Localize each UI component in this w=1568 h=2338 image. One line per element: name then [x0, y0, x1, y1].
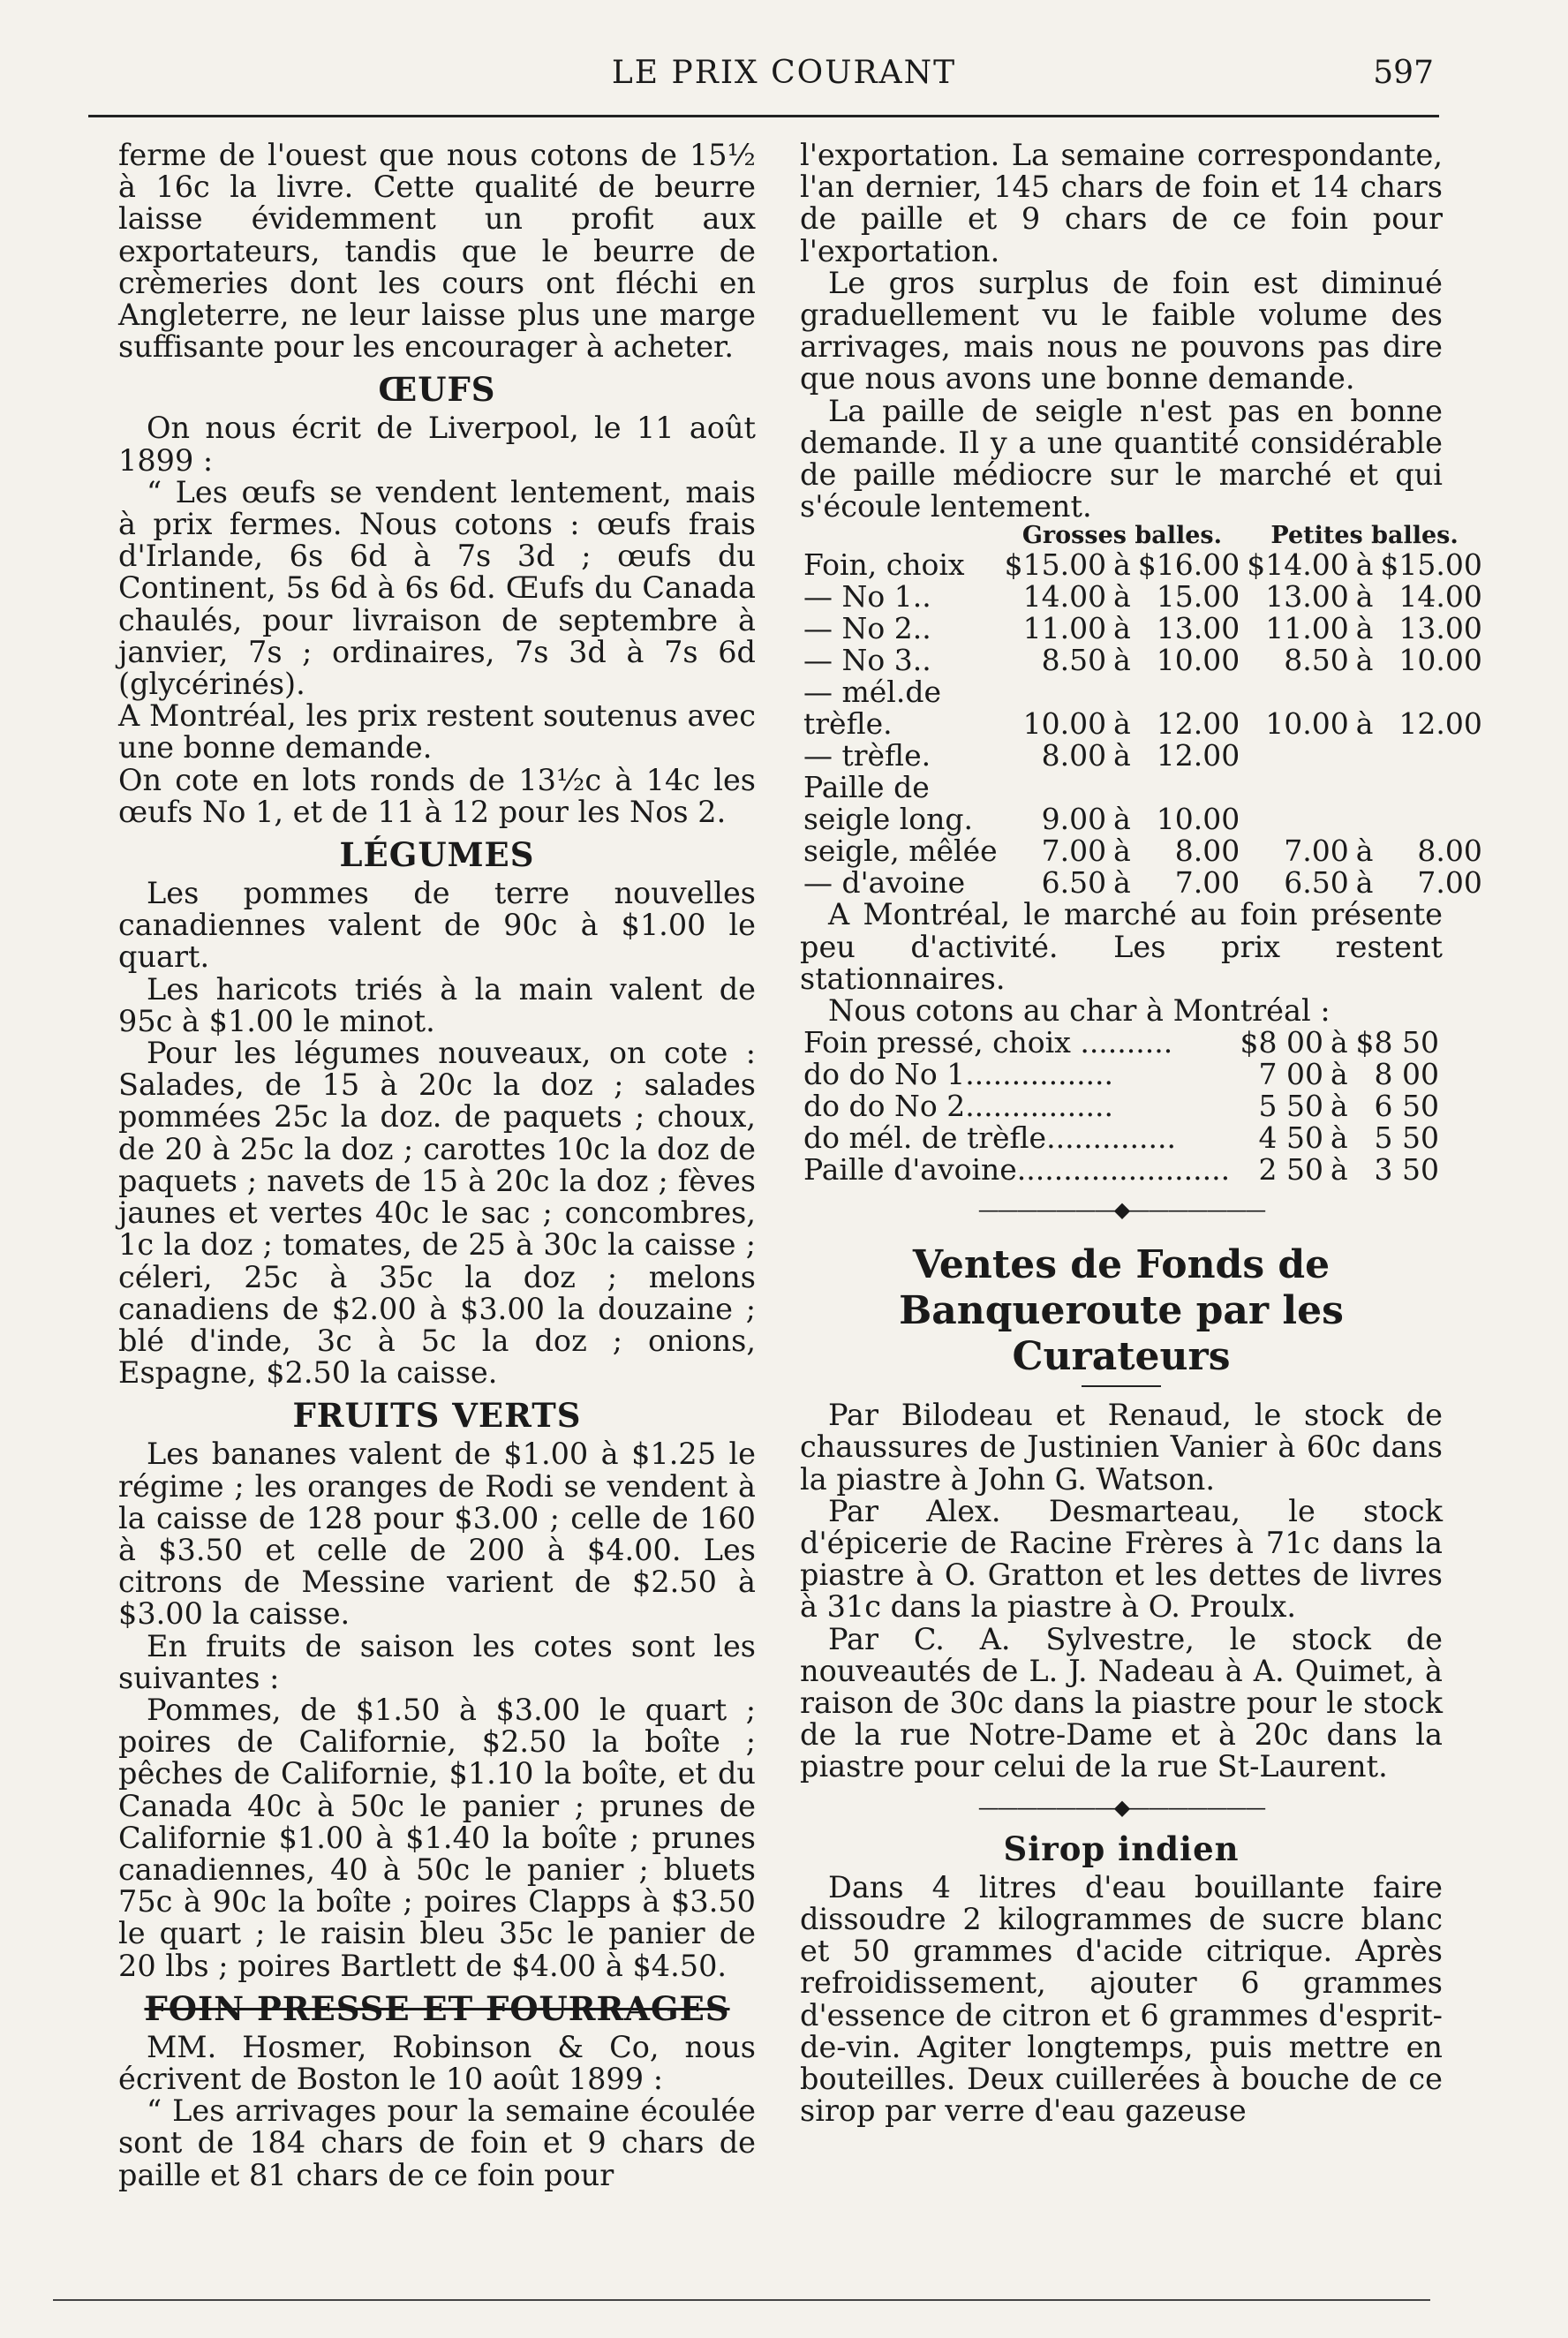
hay-grosses-min: 6.50 — [1041, 865, 1107, 901]
hay-petites-min — [1243, 676, 1352, 708]
sirop-p1: Dans 4 litres d'eau bouillante faire dissoudre 2 kilogrammes de sucre blanc et 50 grammes d'acide citrique. Après refroidissement, ajouter 6 grammes d'essence de citron et 6 grammes d'esprit-de-vin. Agiter longtemps, puis mettre en bouteilles. Deux cuillerées à bouche de ce sirop par verre d'eau gazeuse — [800, 1869, 1443, 2129]
hay-sep: à — [1113, 611, 1131, 646]
hay-label: trèfle. — [803, 706, 893, 742]
char-row — [800, 1154, 1443, 1186]
hay-petites-max — [1376, 803, 1485, 835]
hay-row — [800, 835, 1486, 867]
hay-grosses-min: 9.00 — [1041, 802, 1107, 837]
hay-petites-min: $14.00 — [1247, 547, 1349, 583]
hay-petites-min: 13.00 — [1265, 579, 1349, 615]
hay-petites-max: 14.00 — [1398, 579, 1482, 615]
hay-row — [800, 803, 1486, 835]
hay-label: seigle long. — [803, 802, 974, 837]
col-petites-balles: Petites balles. — [1270, 522, 1459, 550]
ornament-divider-2: ———————◆——————— — [977, 1794, 1265, 1820]
hay-grosses-min — [1001, 772, 1110, 803]
char-row — [800, 1122, 1443, 1154]
hay-sep: à — [1113, 802, 1131, 837]
hay-grosses-min: 10.00 — [1022, 706, 1107, 742]
char-row — [800, 1027, 1443, 1059]
paille-paragraph: La paille de seigle n'est pas en bonne demande. Il y a une quantité considérable de paille médiocre sur le marché et qui s'écoule lentement. — [800, 393, 1443, 524]
hay-grosses-min: $15.00 — [1004, 547, 1107, 583]
char-label: Foin pressé, choix .......... — [803, 1025, 1173, 1060]
char-label: Paille d'avoine....................... — [803, 1152, 1231, 1188]
publication-title: LE PRIX COURANT — [611, 55, 957, 91]
hay-petites-min: 11.00 — [1265, 611, 1349, 646]
fruits-p1: Les bananes valent de $1.00 à $1.25 le régime ; les oranges de Rodi se vendent à la caisse de 128 pour $3.00 ; celle de 160 à $3.50 et celle de 200 à $4.00. Les citrons de Messine varient de $2.50 à $3.00 la caisse. — [118, 1437, 756, 1632]
hay-row — [800, 772, 1486, 803]
hay-sep: à — [1355, 643, 1374, 678]
hay-label: seigle, mêlée — [803, 833, 998, 869]
bottom-rule — [53, 2299, 1430, 2301]
legumes-heading: LÉGUMES — [339, 835, 535, 875]
hay-grosses-max — [1135, 772, 1243, 803]
hay-grosses-max: $16.00 — [1137, 547, 1240, 583]
hay-sep: à — [1355, 833, 1374, 869]
hay-grosses-max: 10.00 — [1156, 802, 1240, 837]
hay-petites-min: 10.00 — [1265, 706, 1349, 742]
header-rule — [88, 115, 1439, 117]
oeufs-p4: On cote en lots ronds de 13½c à 14c les œufs No 1, et de 11 à 12 pour les Nos 2. — [118, 762, 756, 829]
hay-sep: à — [1113, 738, 1131, 773]
legumes-p3: Pour les légumes nouveaux, on cote : Salades, de 15 à 20c la doz ; salades pommées 25c la doz. de paquets ; choux, de 20 à 25c la doz ; carottes 10c la doz de paquets ; navets de 15 à 20c la doz ; fèves jaunes et vertes 40c le sac ; concombres, 1c la doz ; tomates, de 25 à 30c la caisse ; céleri, 25c à 35c la doz ; melons canadiens de $2.00 à $3.00 la douzaine ; blé d'inde, 3c à 5c la doz ; onions, Espagne, $2.50 la caisse. — [118, 1036, 756, 1391]
left-column — [118, 140, 756, 2191]
char-label: do do No 1................ — [803, 1057, 1114, 1092]
foin-p1: MM. Hosmer, Robinson & Co, nous écrivent de Boston le 10 août 1899 : — [118, 2029, 756, 2096]
hay-sep — [1353, 803, 1377, 835]
foin-p2: “ Les arrivages pour la semaine écoulée sont de 184 chars de foin et 9 chars de paille et 81 chars de ce foin pour — [118, 2093, 756, 2192]
hay-row — [800, 645, 1486, 676]
hay-row — [800, 867, 1486, 899]
hay-sep — [1110, 676, 1135, 708]
hay-petites-max: 13.00 — [1398, 611, 1482, 646]
hay-sep — [1110, 772, 1135, 803]
hay-grosses-max: 10.00 — [1156, 643, 1240, 678]
char-max: $8 50 — [1355, 1025, 1439, 1060]
char-min: 5 50 — [1258, 1089, 1324, 1124]
hay-grosses-min: 14.00 — [1022, 579, 1107, 615]
char-min: 7 00 — [1258, 1057, 1324, 1092]
nous-cotons-paragraph: Nous cotons au char à Montréal : — [828, 993, 1331, 1029]
fruits-p2: En fruits de saison les cotes sont les suivantes : — [118, 1628, 756, 1695]
hay-label: — mél.de — [803, 675, 942, 710]
hay-grosses-max: 12.00 — [1156, 706, 1240, 742]
hay-petites-max — [1376, 740, 1485, 772]
hay-grosses-max: 12.00 — [1156, 738, 1240, 773]
hay-grosses-max: 13.00 — [1156, 611, 1240, 646]
ventes-heading: Ventes de Fonds de Banqueroute par les Curateurs — [899, 1242, 1344, 1380]
char-row — [800, 1090, 1443, 1122]
hay-sep: à — [1113, 706, 1131, 742]
hay-petites-max: 10.00 — [1398, 643, 1482, 678]
oeufs-p3: A Montréal, les prix restent soutenus avec une bonne demande. — [118, 698, 756, 766]
hay-petites-max: 7.00 — [1417, 865, 1482, 901]
char-sep: à — [1331, 1089, 1348, 1124]
hay-sep: à — [1113, 547, 1131, 583]
hay-grosses-min: 7.00 — [1041, 833, 1107, 869]
right-column — [800, 138, 1482, 2129]
oeufs-heading: ŒUFS — [378, 370, 496, 410]
char-price-table — [800, 1027, 1443, 1186]
hay-petites-min — [1243, 740, 1352, 772]
intro-paragraph: ferme de l'ouest que nous cotons de 15½ à 16c la livre. Cette qualité de beurre laisse évidemment un profit aux exportateurs, tandis que le beurre de crèmeries dont les cours ont fléchi en Angleterre, ne leur laisse plus une marge suffisante pour les encourager à acheter. — [118, 138, 756, 365]
char-min: $8 00 — [1240, 1025, 1324, 1060]
hay-row — [800, 613, 1486, 645]
col-grosses-balles: Grosses balles. — [1021, 522, 1223, 550]
hay-petites-min: 6.50 — [1284, 865, 1349, 901]
hay-grosses-min: 11.00 — [1022, 611, 1107, 646]
hay-sep: à — [1355, 611, 1374, 646]
hay-petites-max — [1376, 772, 1485, 803]
ventes-p2: Par Alex. Desmarteau, le stock d'épicerie de Racine Frères à 71c dans la piastre à O. Gratton et les dettes de livres à 31c dans la piastre à O. Proulx. — [800, 1493, 1443, 1625]
hay-grosses-min: 8.50 — [1041, 643, 1107, 678]
surplus-paragraph: Le gros surplus de foin est diminué graduellement vu le faible volume des arrivages, mais nous ne pouvons pas dire que nous avons une bonne demande. — [800, 265, 1443, 396]
hay-grosses-max: 8.00 — [1174, 833, 1240, 869]
char-sep: à — [1331, 1120, 1348, 1156]
hay-row — [800, 581, 1486, 613]
char-label: do do No 2................ — [803, 1089, 1114, 1124]
hay-label: Foin, choix — [803, 547, 965, 583]
hay-petites-max: $15.00 — [1380, 547, 1482, 583]
char-max: 6 50 — [1374, 1089, 1439, 1124]
hay-sep: à — [1113, 833, 1131, 869]
char-max: 5 50 — [1374, 1120, 1439, 1156]
page-number: 597 — [1373, 55, 1434, 91]
hay-petites-max: 12.00 — [1398, 706, 1482, 742]
hay-sep: à — [1113, 643, 1131, 678]
hay-label: — No 1.. — [803, 579, 931, 615]
ventes-rule — [1082, 1385, 1161, 1387]
hay-row — [800, 676, 1486, 708]
hay-petites-max: 8.00 — [1417, 833, 1482, 869]
hay-sep: à — [1355, 547, 1374, 583]
hay-petites-min: 8.50 — [1284, 643, 1349, 678]
fruits-heading: FRUITS VERTS — [292, 1396, 582, 1436]
oeufs-p1: On nous écrit de Liverpool, le 11 août 1899 : — [118, 411, 756, 478]
ventes-p1: Par Bilodeau et Renaud, le stock de chaussures de Justinien Vanier à 60c dans la piastre à John G. Watson. — [800, 1398, 1443, 1497]
hay-grosses-max: 7.00 — [1174, 865, 1240, 901]
char-max: 8 00 — [1374, 1057, 1439, 1092]
hay-sep: à — [1355, 579, 1374, 615]
hay-petites-min: 7.00 — [1284, 833, 1349, 869]
char-sep: à — [1331, 1152, 1348, 1188]
hay-sep: à — [1113, 865, 1131, 901]
sirop-heading: Sirop indien — [1003, 1829, 1240, 1868]
ventes-p3: Par C. A. Sylvestre, le stock de nouveautés de L. J. Nadeau à A. Quimet, à raison de 30c dans la piastre pour le stock de la rue Notre-Dame et à 20c dans la piastre pour celui de la rue St-Laurent. — [800, 1621, 1443, 1784]
char-row — [800, 1059, 1443, 1090]
hay-sep — [1353, 676, 1377, 708]
foin-heading: FOIN PRESSE ET FOURRAGES — [144, 1988, 730, 2028]
ornament-divider: ———————◆——————— — [977, 1197, 1265, 1223]
hay-label: — No 3.. — [803, 643, 931, 678]
hay-sep — [1353, 772, 1377, 803]
char-min: 4 50 — [1258, 1120, 1324, 1156]
hay-label: — No 2.. — [803, 611, 931, 646]
hay-grosses-min — [1001, 676, 1110, 708]
hay-sep: à — [1113, 579, 1131, 615]
hay-row — [800, 708, 1486, 740]
hay-price-table — [800, 523, 1486, 899]
hay-grosses-max: 15.00 — [1156, 579, 1240, 615]
char-label: do mél. de trèfle.............. — [803, 1120, 1176, 1156]
char-sep: à — [1331, 1025, 1348, 1060]
montreal-paragraph: A Montréal, le marché au foin présente peu d'activité. Les prix restent stationnaires. — [800, 897, 1443, 996]
hay-label: Paille de — [803, 770, 930, 805]
export-paragraph: l'exportation. La semaine correspondante, l'an dernier, 145 chars de foin et 14 chars de paille et 9 chars de ce foin pour l'exportation. — [800, 138, 1443, 268]
hay-petites-min — [1243, 772, 1352, 803]
legumes-p2: Les haricots triés à la main valent de 95c à $1.00 le minot. — [118, 971, 756, 1038]
oeufs-p2: “ Les œufs se vendent lentement, mais à prix fermes. Nous cotons : œufs frais d'Irlande, 6s 6d à 7s 3d ; œufs du Continent, 5s 6d à 6s 6d. Œufs du Canada chaulés, pour livraison de septembre à janvier, 7s ; ordinaires, 7s 3d à 7s 6d (glycérinés). — [118, 474, 756, 702]
fruits-p3: Pommes, de $1.50 à $3.00 le quart ; poires de Californie, $2.50 la boîte ; pêches de Californie, $1.10 la boîte, et du Canada 40c à 50c le panier ; prunes de Californie $1.00 à $1.40 la boîte ; prunes canadiennes, 40 à 50c le panier ; bluets 75c à 90c la boîte ; poires Clapps à $3.50 le quart ; le raisin bleu 35c le panier de 20 lbs ; poires Bartlett de $4.00 à $4.50. — [118, 1692, 756, 1983]
hay-petites-min — [1243, 803, 1352, 835]
page-header — [0, 55, 1568, 108]
legumes-p1: Les pommes de terre nouvelles canadiennes valent de 90c à $1.00 le quart. — [118, 876, 756, 975]
char-sep: à — [1331, 1057, 1348, 1092]
hay-sep — [1353, 740, 1377, 772]
hay-row — [800, 549, 1486, 581]
hay-grosses-max — [1135, 676, 1243, 708]
hay-label: — trèfle. — [803, 738, 931, 773]
hay-petites-max — [1376, 676, 1485, 708]
hay-sep: à — [1355, 865, 1374, 901]
hay-row — [800, 740, 1486, 772]
hay-sep: à — [1355, 706, 1374, 742]
char-min: 2 50 — [1258, 1152, 1324, 1188]
char-max: 3 50 — [1374, 1152, 1439, 1188]
hay-label: — d'avoine — [803, 865, 966, 901]
hay-grosses-min: 8.00 — [1041, 738, 1107, 773]
